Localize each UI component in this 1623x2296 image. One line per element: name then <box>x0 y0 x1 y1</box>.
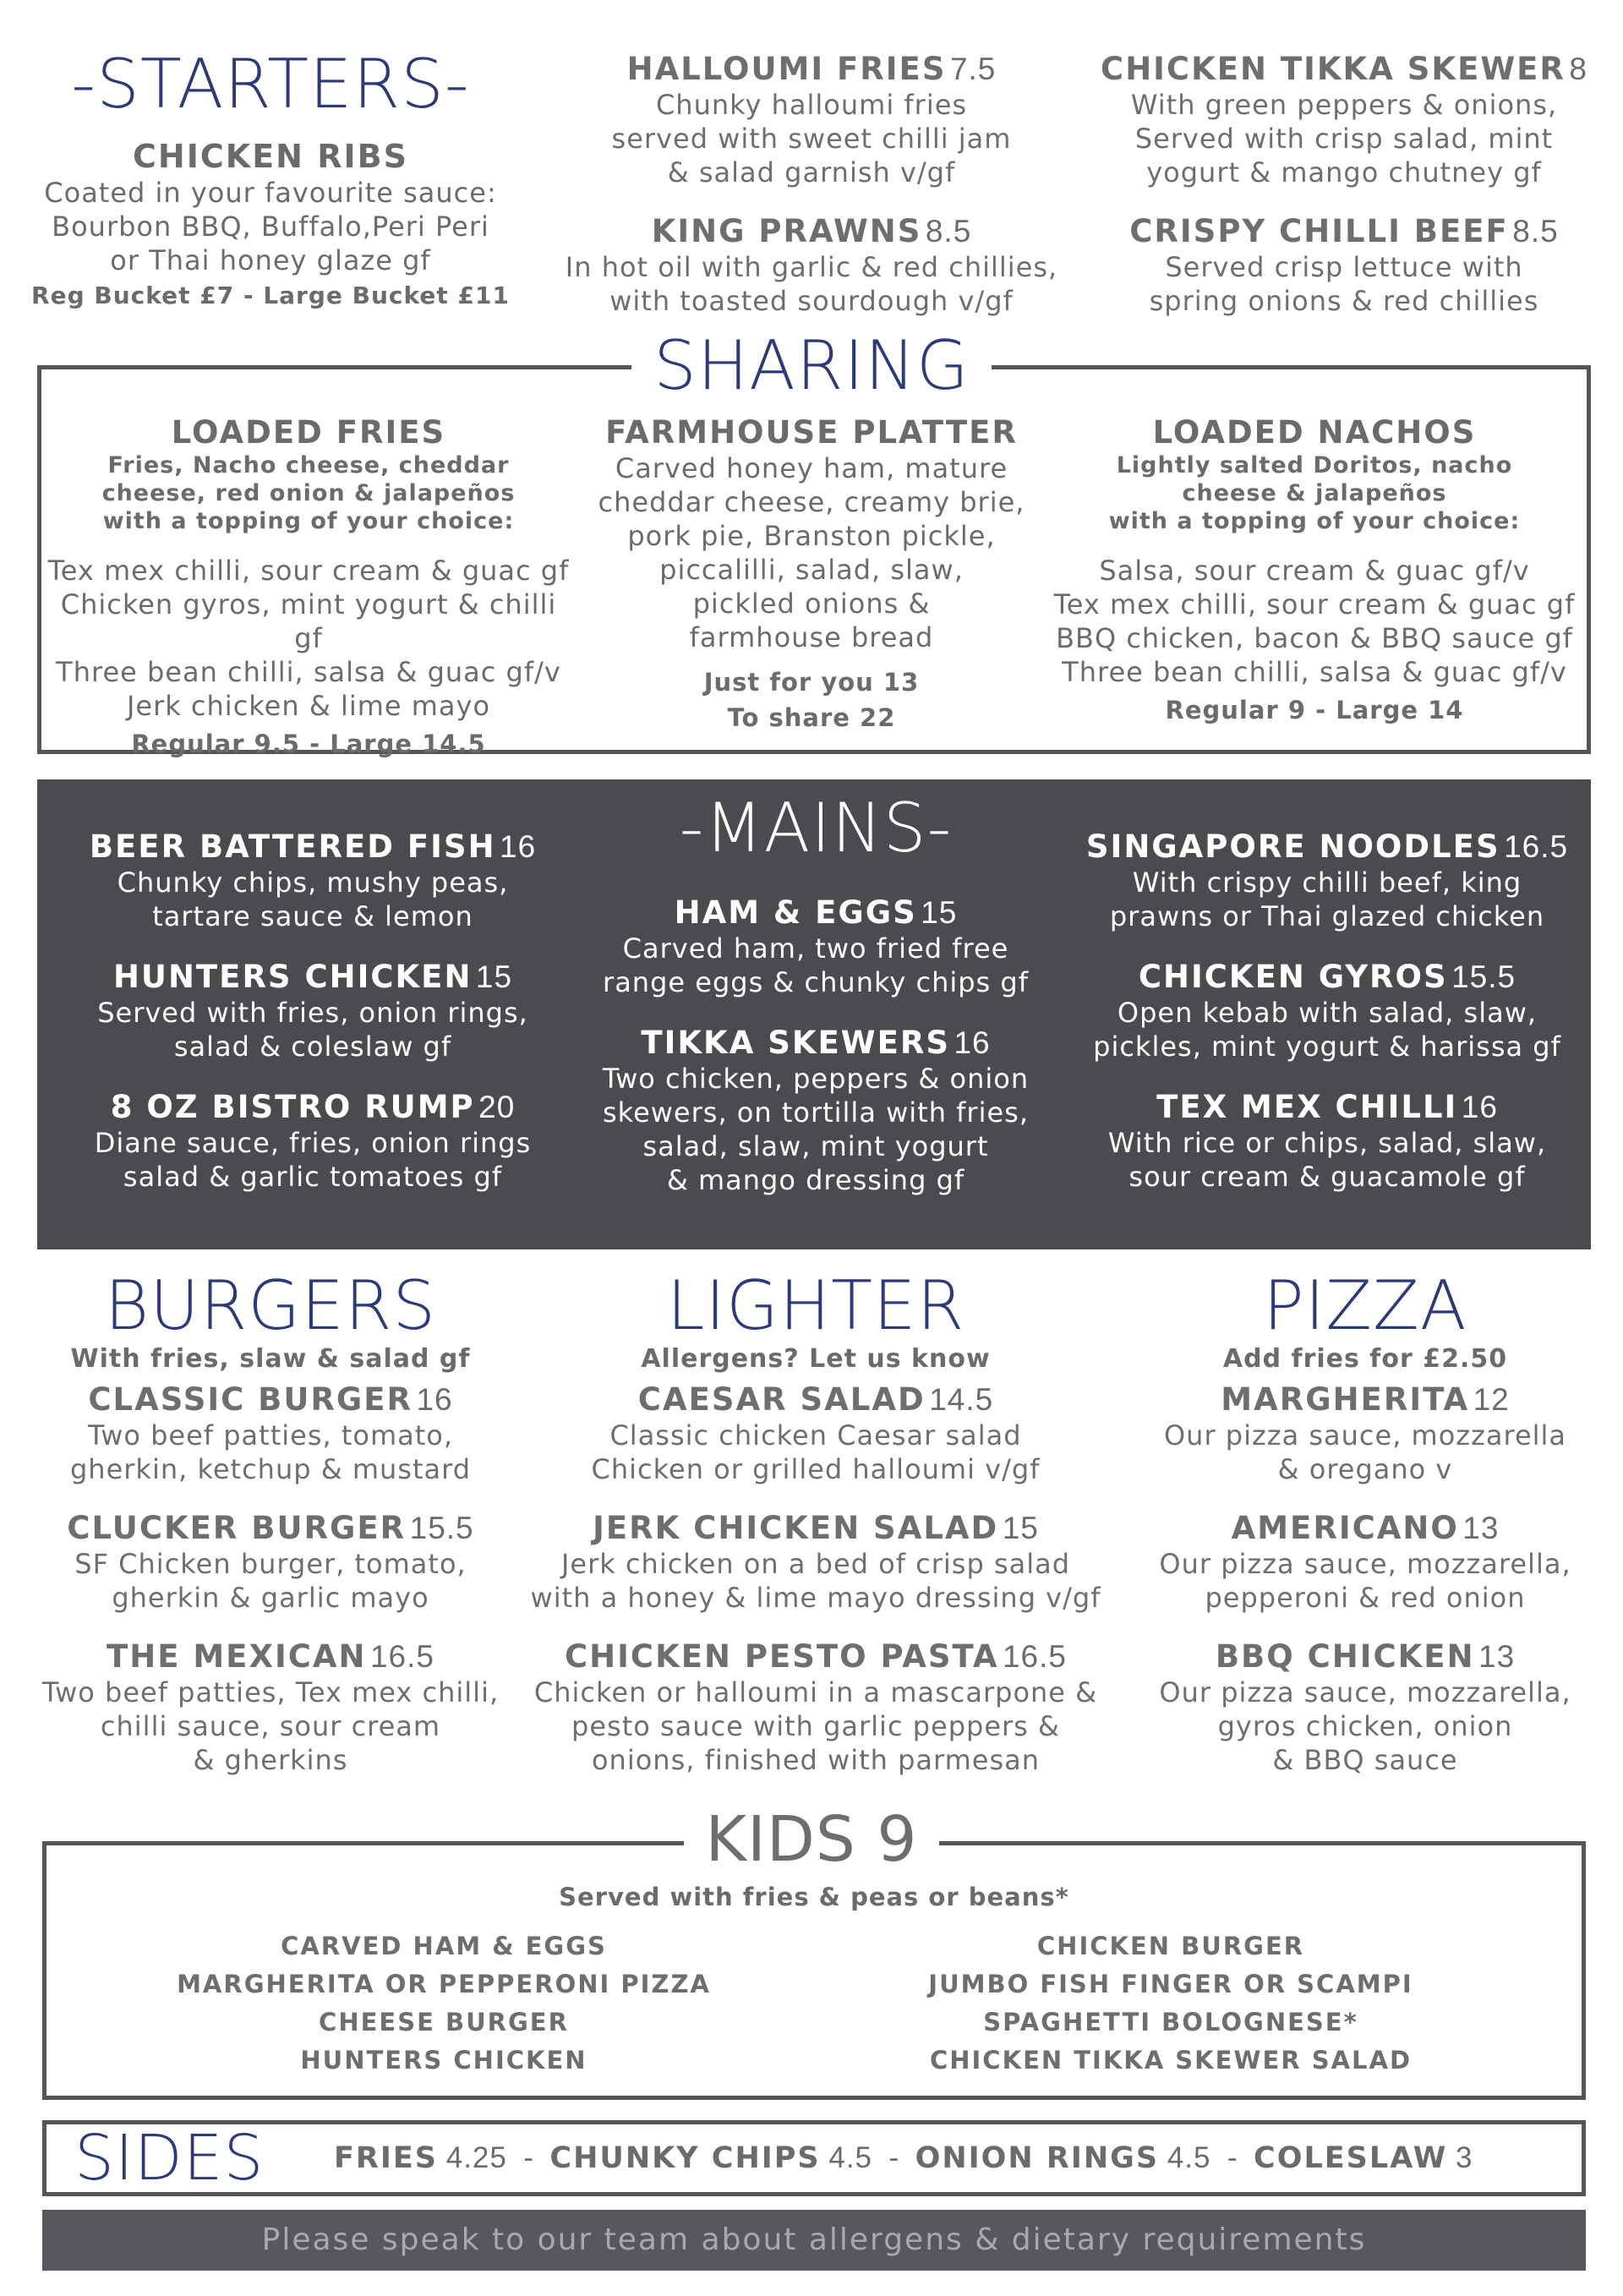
halloumi-fries-line: & salad garnish v/gf <box>667 156 956 189</box>
the-mexican-item <box>17 1638 524 1777</box>
tex-mex-chilli-item <box>1057 1089 1598 1194</box>
bbq-chicken-line: Our pizza sauce, mozzarella, <box>1159 1676 1571 1708</box>
chicken-gyros-item <box>1057 959 1598 1063</box>
classic-burger-line: gherkin, ketchup & mustard <box>69 1453 472 1485</box>
kids-left-list <box>85 1927 803 2080</box>
bbq-chicken-line: gyros chicken, onion <box>1217 1710 1513 1742</box>
kids-item: CHEESE BURGER <box>319 2008 569 2036</box>
kids-item: CARVED HAM & EGGS <box>281 1932 607 1960</box>
bbq-chicken-price: 13 <box>1478 1639 1516 1674</box>
kids-item: CHICKEN BURGER <box>1036 1932 1305 1960</box>
loaded-fries-option: Tex mex chilli, sour cream & guac gf <box>47 555 570 587</box>
footer-bar <box>42 2210 1586 2271</box>
the-mexican-line: Two beef patties, Tex mex chilli, <box>41 1676 500 1708</box>
tikka-skewers-line: Two chicken, peppers & onion <box>602 1063 1030 1095</box>
clucker-burger-line: SF Chicken burger, tomato, <box>74 1548 467 1580</box>
farmhouse-platter-line: cheddar cheese, creamy brie, <box>598 486 1025 518</box>
chicken-gyros-line: Open kebab with salad, slaw, <box>1117 997 1538 1029</box>
americano-name: AMERICANO <box>1231 1510 1459 1546</box>
pizza-column <box>1116 1268 1615 1801</box>
bistro-rump-line: salad & garlic tomatoes gf <box>123 1161 503 1193</box>
chicken-tikka-skewer-item <box>1074 51 1615 189</box>
clucker-burger-item <box>17 1510 524 1615</box>
singapore-noodles-name: SINGAPORE NOODLES <box>1085 828 1500 865</box>
loaded-fries-intro: with a topping of your choice: <box>102 508 515 534</box>
halloumi-fries-price: 7.5 <box>949 52 997 86</box>
margherita-price: 12 <box>1473 1382 1510 1417</box>
loaded-nachos-item <box>1052 414 1577 731</box>
chicken-ribs-line: Bourbon BBQ, Buffalo,Peri Peri <box>52 210 489 243</box>
crispy-chilli-beef-name: CRISPY CHILLI BEEF <box>1129 213 1509 249</box>
bistro-rump-item <box>51 1089 575 1194</box>
chicken-gyros-name: CHICKEN GYROS <box>1138 959 1448 995</box>
kids-right-list <box>812 1927 1530 2080</box>
chicken-pesto-pasta-item <box>516 1638 1116 1777</box>
bbq-chicken-item <box>1116 1638 1615 1777</box>
chicken-ribs-prices: Reg Bucket £7 - Large Bucket £11 <box>31 282 510 309</box>
ham-eggs-line: Carved ham, two fried free <box>622 932 1009 965</box>
king-prawns-name: KING PRAWNS <box>651 213 922 249</box>
side-coleslaw-name: COLESLAW <box>1254 2141 1448 2175</box>
side-chunky-chips-price: 4.5 <box>828 2141 873 2174</box>
tikka-skewers-line: & mango dressing gf <box>666 1164 965 1196</box>
jerk-chicken-salad-price: 15 <box>1002 1511 1039 1545</box>
kids-title-wrap <box>642 1799 981 1880</box>
the-mexican-name: THE MEXICAN <box>107 1638 367 1675</box>
chicken-gyros-price: 15.5 <box>1451 959 1516 994</box>
beer-battered-fish-line: Chunky chips, mushy peas, <box>117 866 509 899</box>
singapore-noodles-line: With crispy chilli beef, king <box>1132 866 1522 899</box>
farmhouse-platter-line: pickled onions & <box>692 588 931 620</box>
halloumi-fries-line: Chunky halloumi fries <box>655 89 968 121</box>
singapore-noodles-line: prawns or Thai glazed chicken <box>1109 900 1545 932</box>
farmhouse-platter-line: farmhouse bread <box>689 621 934 653</box>
chicken-tikka-skewer-line: yogurt & mango chutney gf <box>1146 156 1542 189</box>
singapore-noodles-price: 16.5 <box>1504 829 1569 864</box>
sides-list <box>334 2120 1577 2196</box>
americano-item <box>1116 1510 1615 1615</box>
the-mexican-price: 16.5 <box>369 1639 434 1674</box>
loaded-fries-option: Three bean chilli, salsa & guac gf/v <box>56 656 561 688</box>
chicken-tikka-skewer-price: 8 <box>1569 52 1587 86</box>
burgers-subtitle: With fries, slaw & salad gf <box>70 1344 471 1374</box>
chicken-pesto-pasta-line: pesto sauce with garlic peppers & <box>571 1710 1060 1742</box>
farmhouse-platter-item <box>554 414 1069 735</box>
beer-battered-fish-item <box>51 828 575 933</box>
tikka-skewers-price: 16 <box>954 1025 991 1060</box>
jerk-chicken-salad-line: Jerk chicken on a bed of crisp salad <box>560 1548 1071 1580</box>
classic-burger-name: CLASSIC BURGER <box>88 1381 413 1418</box>
footer-text: Please speak to our team about allergens & dietary requirements <box>261 2222 1367 2257</box>
sharing-title: SHARING <box>631 326 992 405</box>
starters-title: -STARTERS- <box>71 45 470 123</box>
singapore-noodles-item <box>1057 828 1598 933</box>
halloumi-fries-name: HALLOUMI FRIES <box>626 51 947 87</box>
loaded-nachos-intro: with a topping of your choice: <box>1108 508 1521 534</box>
hunters-chicken-item <box>51 959 575 1063</box>
crispy-chilli-beef-item <box>1074 213 1615 318</box>
loaded-nachos-option: Salsa, sour cream & guac gf/v <box>1099 555 1530 587</box>
jerk-chicken-salad-item <box>516 1510 1116 1615</box>
farmhouse-platter-price-two: To share 22 <box>727 703 896 732</box>
kids-item: JUMBO FISH FINGER OR SCAMPI <box>928 1970 1413 1998</box>
chicken-pesto-pasta-name: CHICKEN PESTO PASTA <box>565 1638 999 1675</box>
starters-section <box>17 42 524 314</box>
classic-burger-item <box>17 1381 524 1486</box>
loaded-fries-intro: Fries, Nacho cheese, cheddar <box>107 452 510 478</box>
kids-item: SPAGHETTI BOLOGNESE* <box>983 2008 1358 2036</box>
ham-eggs-price: 15 <box>921 895 958 930</box>
sides-separator: - <box>1227 2141 1238 2174</box>
caesar-salad-price: 14.5 <box>929 1382 994 1417</box>
burgers-title: BURGERS <box>104 1266 437 1345</box>
hunters-chicken-line: salad & coleslaw gf <box>173 1030 452 1063</box>
americano-line: Our pizza sauce, mozzarella, <box>1159 1548 1571 1580</box>
classic-burger-price: 16 <box>416 1382 453 1417</box>
kids-item: MARGHERITA OR PEPPERONI PIZZA <box>177 1970 711 1998</box>
lighter-title: LIGHTER <box>666 1266 965 1345</box>
loaded-nachos-name: LOADED NACHOS <box>1152 414 1477 451</box>
chicken-pesto-pasta-line: Chicken or halloumi in a mascarpone & <box>533 1676 1098 1708</box>
bbq-chicken-name: BBQ CHICKEN <box>1215 1638 1475 1675</box>
pizza-title: PIZZA <box>1263 1266 1467 1345</box>
crispy-chilli-beef-price: 8.5 <box>1512 214 1559 249</box>
farmhouse-platter-name: FARMHOUSE PLATTER <box>605 414 1018 451</box>
clucker-burger-line: gherkin & garlic mayo <box>112 1582 429 1614</box>
halloumi-fries-line: served with sweet chilli jam <box>611 123 1012 155</box>
pizza-subtitle: Add fries for £2.50 <box>1222 1344 1508 1374</box>
loaded-nachos-option: BBQ chicken, bacon & BBQ sauce gf <box>1056 622 1573 654</box>
caesar-salad-name: CAESAR SALAD <box>637 1381 926 1418</box>
caesar-salad-line: Classic chicken Caesar salad <box>609 1419 1022 1451</box>
tikka-skewers-item <box>558 1025 1074 1197</box>
sides-separator: - <box>888 2141 899 2174</box>
margherita-item <box>1116 1381 1615 1486</box>
ham-eggs-item <box>558 894 1074 999</box>
beer-battered-fish-name: BEER BATTERED FISH <box>89 828 496 865</box>
king-prawns-price: 8.5 <box>925 214 972 249</box>
side-coleslaw-price: 3 <box>1456 2141 1473 2174</box>
loaded-nachos-option: Tex mex chilli, sour cream & guac gf <box>1053 588 1576 620</box>
chicken-tikka-skewer-name: CHICKEN TIKKA SKEWER <box>1101 51 1566 87</box>
mains-center-column <box>558 784 1074 1221</box>
bistro-rump-line: Diane sauce, fries, onion rings <box>94 1127 532 1159</box>
tikka-skewers-name: TIKKA SKEWERS <box>641 1025 951 1061</box>
burgers-column <box>17 1268 524 1801</box>
starters-right-column <box>1074 51 1615 342</box>
margherita-name: MARGHERITA <box>1221 1381 1470 1418</box>
mains-title: -MAINS- <box>679 789 953 867</box>
hunters-chicken-price: 15 <box>475 959 513 994</box>
lighter-subtitle: Allergens? Let us know <box>641 1344 991 1374</box>
lighter-column <box>516 1268 1116 1801</box>
margherita-line: Our pizza sauce, mozzarella <box>1163 1419 1567 1451</box>
loaded-fries-name: LOADED FRIES <box>171 414 446 451</box>
caesar-salad-line: Chicken or grilled halloumi v/gf <box>591 1453 1041 1485</box>
chicken-tikka-skewer-line: With green peppers & onions, <box>1130 89 1558 121</box>
loaded-fries-intro: cheese, red onion & jalapeños <box>101 480 516 506</box>
loaded-fries-option: Jerk chicken & lime mayo <box>126 690 491 722</box>
loaded-fries-prices: Regular 9.5 - Large 14.5 <box>131 730 486 758</box>
classic-burger-line: Two beef patties, tomato, <box>87 1419 454 1451</box>
tikka-skewers-line: salad, slaw, mint yogurt <box>642 1130 989 1162</box>
mains-right-column <box>1057 828 1598 1217</box>
beer-battered-fish-line: tartare sauce & lemon <box>152 900 473 932</box>
chicken-pesto-pasta-price: 16.5 <box>1002 1639 1067 1674</box>
side-fries-price: 4.25 <box>445 2141 507 2174</box>
americano-line: pepperoni & red onion <box>1205 1582 1526 1614</box>
loaded-nachos-prices: Regular 9 - Large 14 <box>1165 696 1464 724</box>
farmhouse-platter-line: pork pie, Branston pickle, <box>627 520 996 552</box>
bistro-rump-name: 8 OZ BISTRO RUMP <box>110 1089 475 1125</box>
chicken-ribs-item <box>17 137 524 314</box>
kids-item: HUNTERS CHICKEN <box>300 2046 587 2075</box>
halloumi-fries-item <box>541 51 1082 189</box>
crispy-chilli-beef-line: spring onions & red chillies <box>1149 285 1539 317</box>
loaded-fries-item <box>46 414 571 765</box>
kids-subtitle: Served with fries & peas or beans* <box>559 1883 1069 1911</box>
tex-mex-chilli-line: With rice or chips, salad, slaw, <box>1107 1127 1547 1159</box>
kids-item: CHICKEN TIKKA SKEWER SALAD <box>929 2046 1413 2075</box>
king-prawns-line: In hot oil with garlic & red chillies, <box>565 251 1058 283</box>
crispy-chilli-beef-line: Served crisp lettuce with <box>1165 251 1523 283</box>
kids-title: KIDS 9 <box>684 1803 940 1876</box>
loaded-fries-option: Chicken gyros, mint yogurt & chilli gf <box>60 588 557 654</box>
tex-mex-chilli-line: sour cream & guacamole gf <box>1128 1161 1526 1193</box>
farmhouse-platter-line: Carved honey ham, mature <box>615 452 1008 484</box>
the-mexican-line: chilli sauce, sour cream <box>100 1710 441 1742</box>
farmhouse-platter-price-one: Just for you 13 <box>703 668 920 697</box>
tikka-skewers-line: skewers, on tortilla with fries, <box>603 1096 1029 1129</box>
bbq-chicken-line: & BBQ sauce <box>1272 1744 1458 1776</box>
jerk-chicken-salad-name: JERK CHICKEN SALAD <box>593 1510 999 1546</box>
side-fries-name: FRIES <box>334 2141 438 2175</box>
tex-mex-chilli-name: TEX MEX CHILLI <box>1156 1089 1458 1125</box>
margherita-line: & oregano v <box>1277 1453 1453 1485</box>
americano-price: 13 <box>1462 1511 1500 1545</box>
starters-middle-column <box>541 51 1082 342</box>
farmhouse-platter-line: piccalilli, salad, slaw, <box>659 554 964 586</box>
loaded-nachos-intro: cheese & jalapeños <box>1182 480 1447 506</box>
beer-battered-fish-price: 16 <box>500 829 537 864</box>
caesar-salad-item <box>516 1381 1116 1486</box>
mains-left-column <box>51 828 575 1217</box>
side-chunky-chips-name: CHUNKY CHIPS <box>549 2141 821 2175</box>
chicken-pesto-pasta-line: onions, finished with parmesan <box>591 1744 1041 1776</box>
jerk-chicken-salad-line: with a honey & lime mayo dressing v/gf <box>530 1582 1101 1614</box>
the-mexican-line: & gherkins <box>193 1744 348 1776</box>
side-onion-rings-name: ONION RINGS <box>915 2141 1160 2175</box>
clucker-burger-name: CLUCKER BURGER <box>67 1510 407 1546</box>
loaded-nachos-option: Three bean chilli, salsa & guac gf/v <box>1062 656 1567 688</box>
side-onion-rings-price: 4.5 <box>1167 2141 1211 2174</box>
chicken-ribs-line: or Thai honey glaze gf <box>110 244 431 276</box>
hunters-chicken-name: HUNTERS CHICKEN <box>112 959 473 995</box>
chicken-ribs-name: CHICKEN RIBS <box>133 138 408 175</box>
ham-eggs-name: HAM & EGGS <box>674 894 917 931</box>
king-prawns-line: with toasted sourdough v/gf <box>609 285 1014 317</box>
ham-eggs-line: range eggs & chunky chips gf <box>603 966 1029 998</box>
bistro-rump-price: 20 <box>478 1090 516 1124</box>
king-prawns-item <box>541 213 1082 318</box>
clucker-burger-price: 15.5 <box>409 1511 474 1545</box>
sides-separator: - <box>523 2141 533 2174</box>
chicken-gyros-line: pickles, mint yogurt & harissa gf <box>1093 1030 1561 1063</box>
sides-title: SIDES <box>74 2122 265 2195</box>
tex-mex-chilli-price: 16 <box>1461 1090 1498 1124</box>
chicken-ribs-line: Coated in your favourite sauce: <box>44 177 497 209</box>
loaded-nachos-intro: Lightly salted Doritos, nacho <box>1116 452 1513 478</box>
hunters-chicken-line: Served with fries, onion rings, <box>97 997 528 1029</box>
sharing-title-wrap <box>609 325 1014 407</box>
chicken-tikka-skewer-line: Served with crisp salad, mint <box>1134 123 1554 155</box>
